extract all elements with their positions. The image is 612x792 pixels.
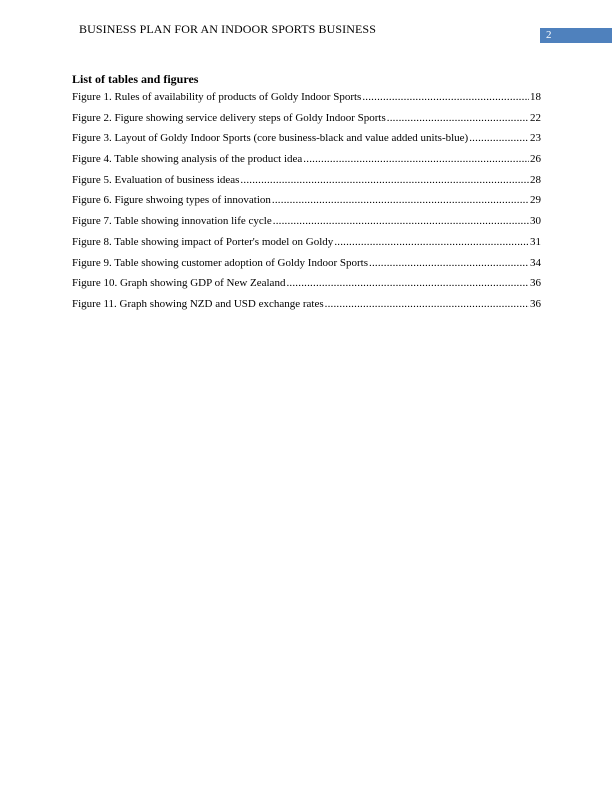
dot-leader (272, 192, 529, 208)
toc-entry-label: Figure 3. Layout of Goldy Indoor Sports (core business-black and value added units-blue) (72, 132, 469, 145)
toc-entry-page: 36 (530, 277, 541, 290)
dot-leader (325, 296, 529, 312)
toc-entry[interactable] (72, 255, 541, 276)
toc-entry-label: Figure 9. Table showing customer adoption of Goldy Indoor Sports (72, 256, 368, 269)
dot-leader (469, 130, 529, 146)
page-number: 2 (546, 29, 552, 41)
toc-entry-label: Figure 5. Evaluation of business ideas (72, 173, 240, 186)
toc-entry-page: 18 (530, 91, 541, 103)
toc-entry[interactable] (72, 192, 541, 213)
toc-entry-label: Figure 4. Table showing analysis of the product idea (72, 153, 303, 166)
toc-entry[interactable] (72, 275, 541, 296)
toc-entry[interactable] (72, 110, 541, 131)
dot-leader (240, 172, 529, 188)
toc-entry[interactable] (72, 234, 541, 255)
toc-entry-page: 28 (530, 173, 541, 186)
toc-entry-label: Figure 6. Figure shwoing types of innovation (72, 194, 271, 207)
toc-entry[interactable] (72, 213, 541, 234)
dot-leader (286, 275, 529, 291)
toc-entry[interactable] (72, 130, 541, 151)
dot-leader (303, 151, 529, 167)
toc-entry-page: 29 (530, 194, 541, 207)
toc-entry[interactable] (72, 296, 541, 317)
toc-entry-label: Figure 7. Table showing innovation life cycle (72, 215, 272, 228)
toc-entry-page: 26 (530, 153, 541, 166)
toc-entry-page: 36 (530, 297, 541, 310)
toc-entry[interactable] (72, 89, 541, 110)
running-header-title: BUSINESS PLAN FOR AN INDOOR SPORTS BUSINESS (79, 22, 376, 36)
dot-leader (387, 110, 529, 126)
toc-entry-page: 23 (530, 132, 541, 145)
toc-entry-page: 31 (530, 235, 541, 248)
dot-leader (334, 234, 529, 250)
toc-entry-page: 34 (530, 256, 541, 269)
dot-leader (362, 89, 529, 105)
list-of-figures (72, 71, 541, 317)
page-number-badge (540, 28, 612, 43)
toc-entry[interactable] (72, 151, 541, 172)
list-of-figures-heading: List of tables and figures (72, 72, 199, 86)
toc-entry-label: Figure 2. Figure showing service delivery steps of Goldy Indoor Sports (72, 111, 386, 124)
dot-leader (369, 255, 529, 271)
toc-entry-label: Figure 10. Graph showing GDP of New Zealand (72, 277, 286, 290)
toc-entry[interactable] (72, 172, 541, 193)
toc-entry-label: Figure 8. Table showing impact of Porter's model on Goldy (72, 235, 334, 248)
toc-entry-label: Figure 1. Rules of availability of products of Goldy Indoor Sports (72, 91, 362, 103)
dot-leader (273, 213, 529, 229)
toc-entry-label: Figure 11. Graph showing NZD and USD exchange rates (72, 297, 324, 310)
toc-entry-page: 22 (530, 111, 541, 124)
toc-entry-page: 30 (530, 215, 541, 228)
